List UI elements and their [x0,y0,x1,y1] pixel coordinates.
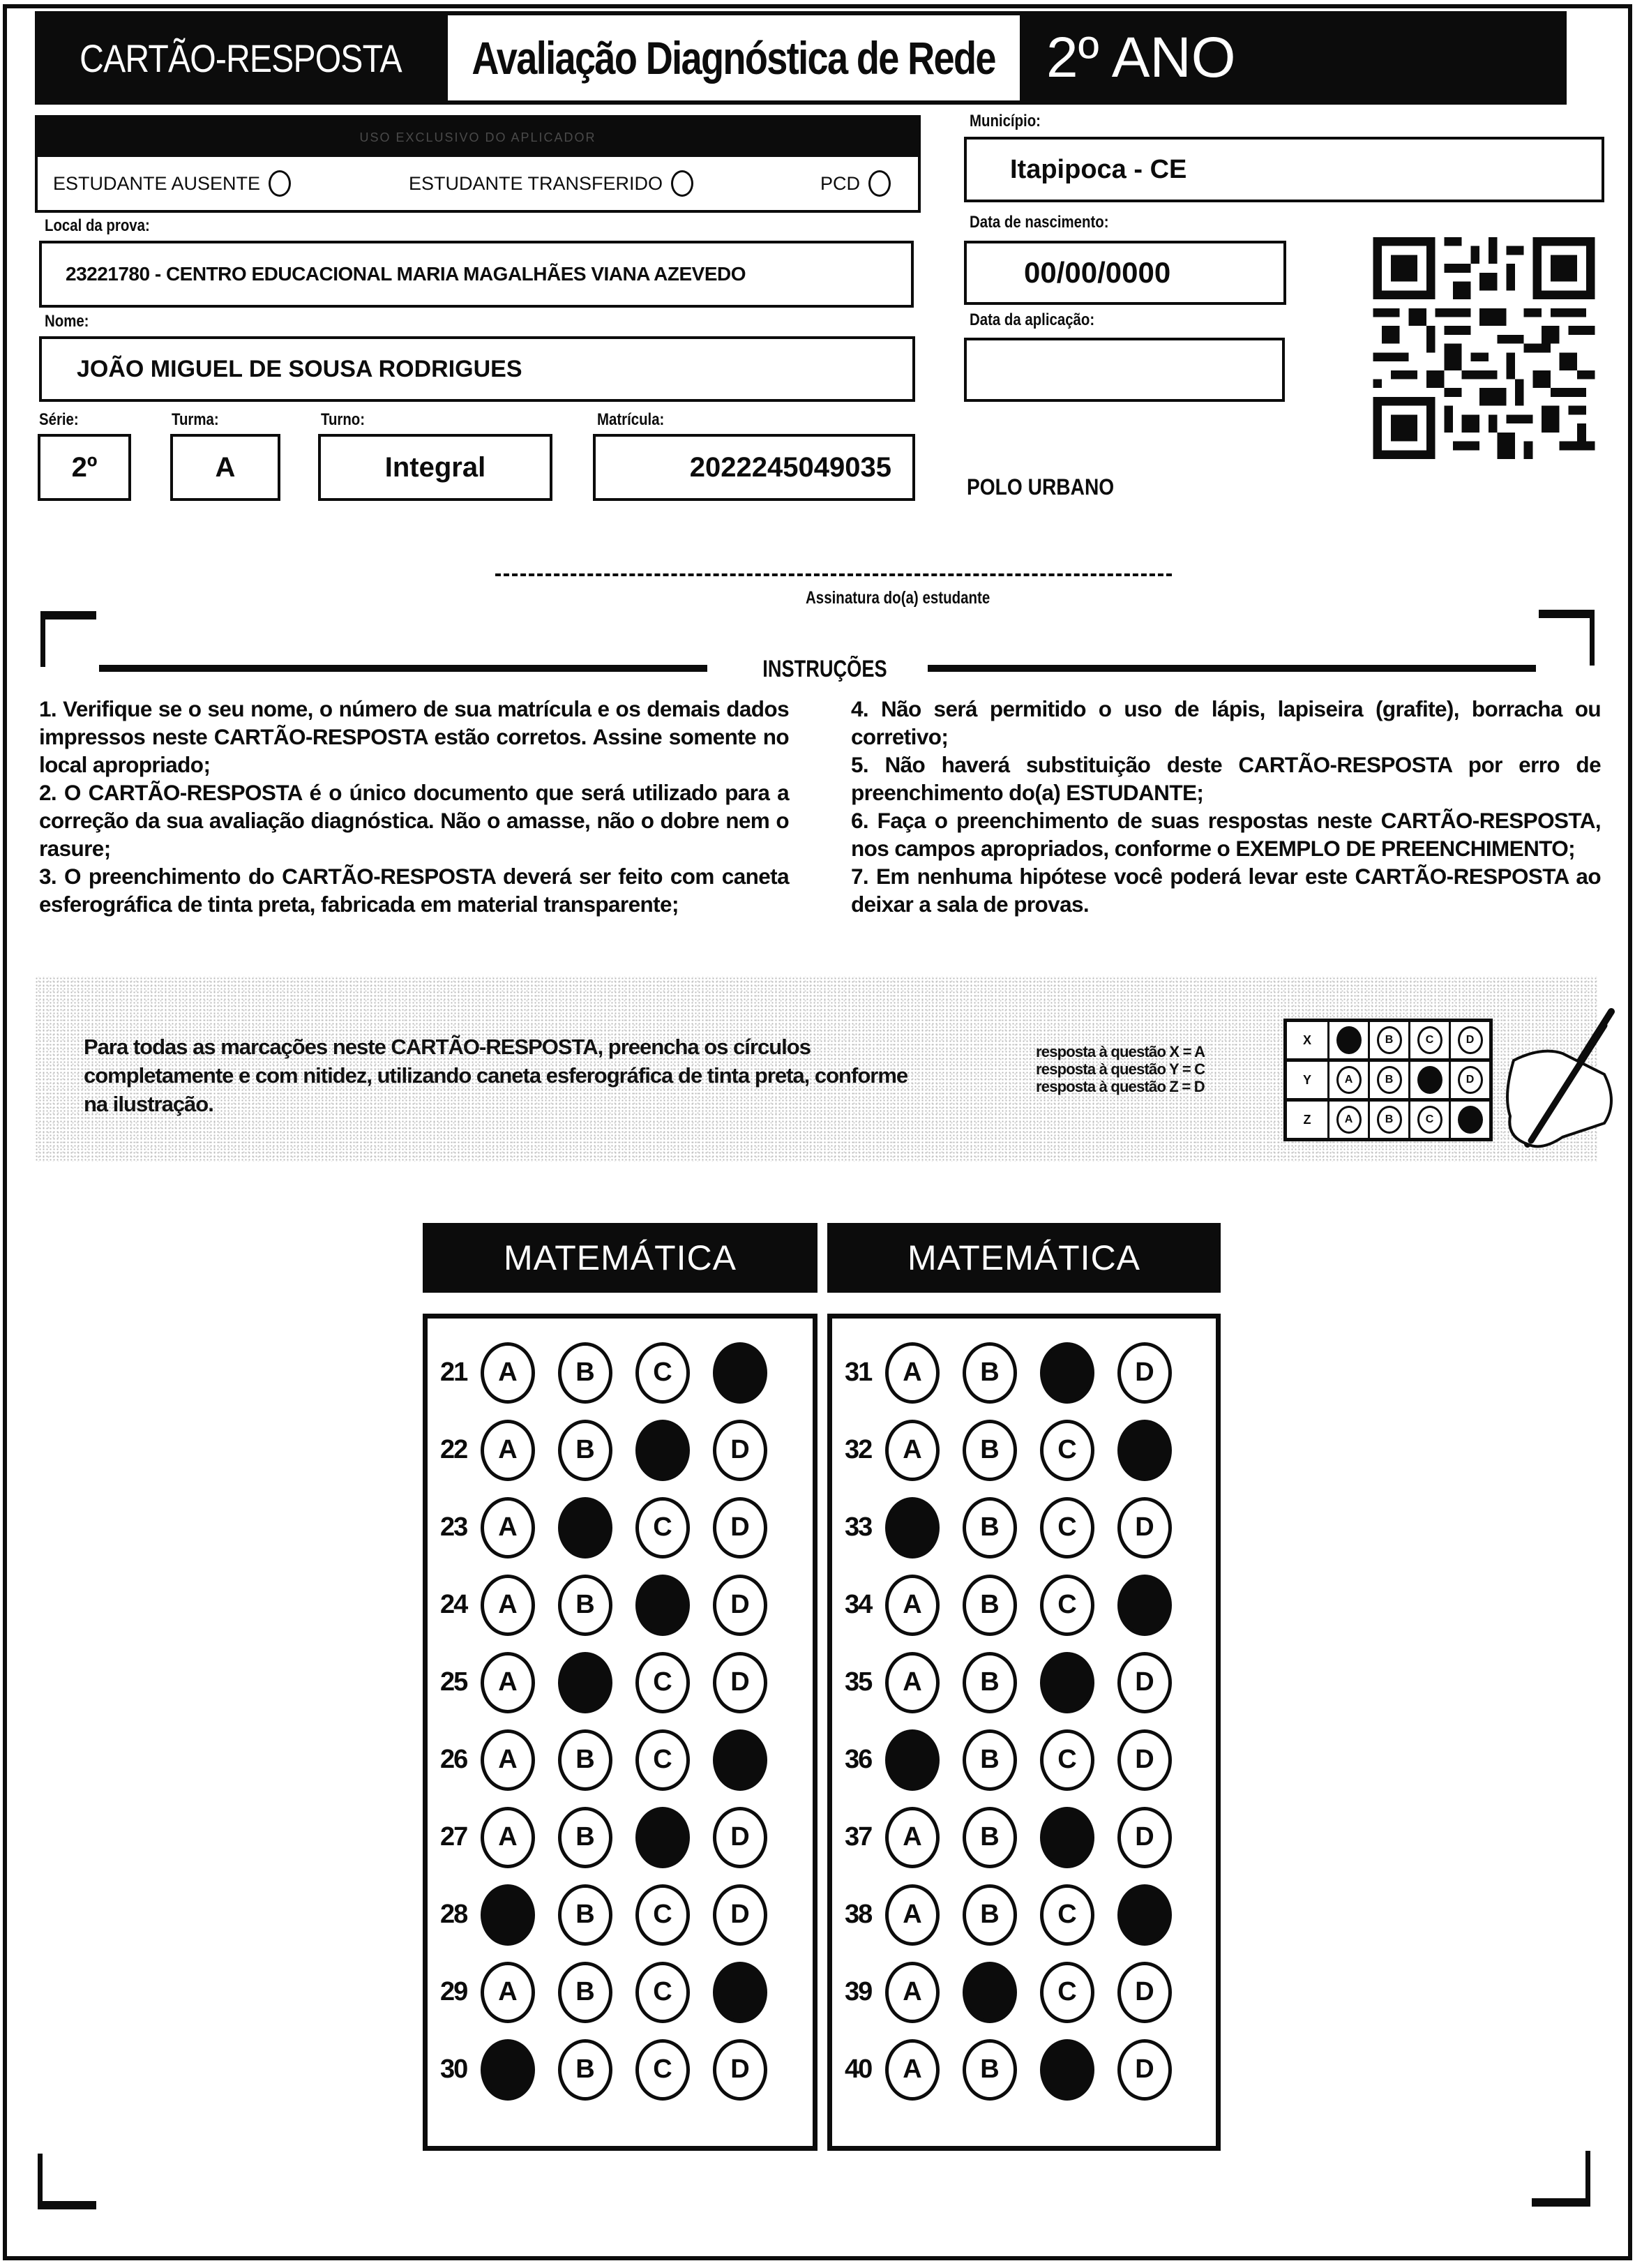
example-bubble: A [1336,1066,1362,1094]
instruction-item: 5. Não haverá substituição deste CARTÃO-RESPOSTA por erro de preenchimento do(a) ESTUDANTE; [851,752,1601,805]
question-number: 27 [440,1822,467,1852]
question-number: 34 [845,1590,872,1619]
instruction-item: 6. Faça o preenchimento de suas respostas neste CARTÃO-RESPOSTA, nos campos apropriados, conforme o EXEMPLO DE PREENCHIMENTO; [851,808,1601,861]
example-bubble: B [1377,1106,1402,1134]
answer-bubble[interactable]: C [635,2039,690,2101]
answer-bubble[interactable]: A [481,1575,535,1636]
example-bubble: A [1336,1106,1362,1134]
serie-field[interactable] [38,434,131,501]
answer-bubble-filled[interactable] [558,1652,612,1713]
instructions-title-row [0,656,1635,683]
answer-bubble[interactable]: A [481,1962,535,2023]
legend-line: resposta à questão Z = D [1036,1078,1205,1095]
answer-bubble[interactable]: D [713,1497,767,1559]
serie-label: Série: [39,410,79,429]
answer-bubble-filled[interactable] [713,1962,767,2023]
subject-header-col2 [827,1223,1221,1293]
question-number: 38 [845,1900,872,1929]
question-number: 37 [845,1822,872,1852]
question-number: 39 [845,1977,872,2006]
name-field[interactable] [39,336,915,402]
turno-label: Turno: [321,410,366,429]
answer-bubble-filled[interactable] [635,1575,690,1636]
answer-bubble[interactable]: C [1040,1420,1094,1481]
question-row [428,1411,813,1489]
example-cell [1368,1022,1408,1058]
question-row [832,2031,1216,2108]
answer-bubble[interactable]: C [1040,1729,1094,1791]
answer-bubble[interactable]: B [963,2039,1017,2101]
serie-value: 2º [71,451,98,483]
instructions-right-column [851,695,1601,918]
turno-field[interactable] [318,434,552,501]
answer-bubble[interactable]: D [1117,2039,1172,2101]
subject-header-col1 [423,1223,818,1293]
radio-transferred[interactable] [671,170,693,197]
answer-bubble[interactable]: B [963,1497,1017,1559]
applicator-only-band: USO EXCLUSIVO DO APLICADOR [38,118,918,157]
question-number: 29 [440,1977,467,2006]
answer-bubble-filled[interactable] [558,1497,612,1559]
name-label: Nome: [45,312,89,331]
answer-bubble-filled[interactable] [1040,1342,1094,1404]
turma-value: A [215,451,236,483]
answer-bubble-filled[interactable] [1040,1807,1094,1868]
question-row [832,1644,1216,1721]
turno-value: Integral [384,451,486,483]
example-cell [1327,1102,1368,1138]
answer-bubble[interactable]: C [635,1652,690,1713]
option-absent-label: ESTUDANTE AUSENTE [53,172,261,194]
birthdate-value: 00/00/0000 [1024,256,1171,289]
applicator-status-box [35,115,921,213]
answer-bubble[interactable]: D [713,1884,767,1946]
example-cell [1408,1022,1449,1058]
question-number: 30 [440,2055,467,2084]
answer-bubble-filled[interactable] [1117,1575,1172,1636]
municipio-field[interactable] [964,137,1604,202]
registration-mark-bottom-right [1532,2151,1590,2207]
answer-bubble[interactable]: C [635,1342,690,1404]
question-row [428,1566,813,1644]
example-cell [1368,1102,1408,1138]
fill-example-text: Para todas as marcações neste CARTÃO-RESPOSTA, preencha os círculos completamente e com nitidez, utilizando caneta esferográfica de tinta preta, conforme na ilustração. [84,1035,908,1116]
matricula-field[interactable] [593,434,915,501]
answer-bubble[interactable]: A [481,1342,535,1404]
answer-bubble[interactable]: B [558,2039,612,2101]
question-number: 26 [440,1745,467,1774]
question-number: 28 [440,1900,467,1929]
hand-with-pen-icon [1500,1005,1625,1158]
example-cell [1408,1102,1449,1138]
question-row [428,1798,813,1876]
instruction-item: 2. O CARTÃO-RESPOSTA é o único documento que será utilizado para a correção da sua avaliação diagnóstica. Não o amasse, não o dobre nem o rasure; [39,780,789,861]
application-date-field[interactable] [964,338,1285,402]
question-row [428,1489,813,1566]
answer-bubble[interactable]: C [635,1729,690,1791]
subject-title: MATEMÁTICA [503,1238,737,1277]
answer-bubble-filled[interactable] [481,2039,535,2101]
question-number: 31 [845,1358,872,1387]
question-number: 40 [845,2055,872,2084]
instruction-item: 4. Não será permitido o uso de lápis, lapiseira (grafite), borracha ou corretivo; [851,696,1601,749]
question-row [428,1721,813,1798]
answer-panel-col2 [827,1314,1221,2151]
answer-bubble[interactable]: A [481,1652,535,1713]
turma-label: Turma: [172,410,219,429]
application-date-label: Data da aplicação: [970,310,1095,329]
answer-bubble[interactable]: C [635,1497,690,1559]
example-bubble: B [1377,1066,1402,1094]
question-row [832,1566,1216,1644]
answer-bubble[interactable]: B [558,1729,612,1791]
question-number: 22 [440,1435,467,1464]
question-number: 36 [845,1745,872,1774]
answer-bubble[interactable]: D [1117,1729,1172,1791]
answer-bubble-filled[interactable] [635,1420,690,1481]
birthdate-field[interactable] [964,241,1286,305]
answer-bubble[interactable]: D [713,1420,767,1481]
radio-pcd[interactable] [868,170,891,197]
matricula-label: Matrícula: [597,410,665,429]
option-transferred[interactable] [409,170,820,197]
answer-bubble[interactable]: D [713,2039,767,2101]
example-cell [1449,1022,1489,1058]
question-row [832,1876,1216,1953]
answer-bubble-filled[interactable] [481,1884,535,1946]
answer-bubble[interactable]: A [885,1807,940,1868]
answer-bubble[interactable]: A [481,1497,535,1559]
example-cell [1327,1062,1368,1098]
answer-bubble[interactable]: A [885,1575,940,1636]
question-row [832,1953,1216,2031]
answer-bubble[interactable]: D [1117,1807,1172,1868]
example-question-label: Z [1287,1102,1327,1138]
answer-bubble[interactable]: B [558,1575,612,1636]
signature-label-row [0,588,1635,608]
question-row [832,1489,1216,1566]
answer-bubble-filled[interactable] [635,1807,690,1868]
answer-bubble-filled[interactable] [1040,1652,1094,1713]
answer-bubble[interactable]: B [963,1342,1017,1404]
answer-bubble[interactable]: B [963,1575,1017,1636]
municipio-label: Município: [970,112,1041,130]
answer-bubble[interactable]: B [558,1420,612,1481]
answer-bubble[interactable]: B [558,1884,612,1946]
radio-absent[interactable] [269,170,291,197]
answer-bubble-filled[interactable] [713,1729,767,1791]
polo-label: POLO URBANO [967,474,1115,500]
question-number: 23 [440,1512,467,1542]
fill-example-grid [1283,1019,1493,1141]
answer-bubble-filled[interactable] [713,1342,767,1404]
example-row [1287,1058,1489,1098]
answer-bubble[interactable]: B [963,1729,1017,1791]
question-row [428,1953,813,2031]
matricula-value: 2022245049035 [689,451,891,483]
example-cell [1449,1102,1489,1138]
answer-bubble[interactable]: A [885,1652,940,1713]
answer-bubble[interactable]: D [713,1575,767,1636]
answer-bubble[interactable]: A [481,1420,535,1481]
answer-bubble[interactable]: B [963,1652,1017,1713]
answer-panel-col1 [423,1314,818,2151]
municipio-value: Itapipoca - CE [1010,154,1187,184]
question-row [428,2031,813,2108]
example-bubble: B [1377,1026,1402,1054]
qr-code-icon [1371,237,1597,459]
answer-bubble[interactable]: D [1117,1652,1172,1713]
grade-label: 2º ANO [1046,26,1236,89]
instruction-item: 1. Verifique se o seu nome, o número de sua matrícula e os demais dados impressos neste CARTÃO-RESPOSTA estão corretos. Assine somente no local apropriado; [39,696,789,777]
example-bubble-filled [1417,1066,1442,1094]
answer-bubble[interactable]: A [885,1962,940,2023]
answer-bubble[interactable]: D [713,1652,767,1713]
answer-bubble[interactable]: B [558,1342,612,1404]
example-cell [1408,1062,1449,1098]
question-row [428,1644,813,1721]
answer-bubble[interactable]: C [1040,1575,1094,1636]
local-prova-field[interactable] [39,241,914,308]
instructions-left-column [39,695,789,918]
answer-bubble-filled[interactable] [1117,1420,1172,1481]
legend-line: resposta à questão Y = C [1036,1060,1205,1078]
answer-bubble-filled[interactable] [885,1497,940,1559]
signature-line[interactable] [495,573,1172,576]
answer-bubble[interactable]: B [963,1807,1017,1868]
answer-bubble[interactable]: B [963,1420,1017,1481]
example-cell [1327,1022,1368,1058]
example-bubble-filled [1336,1026,1362,1054]
option-transferred-label: ESTUDANTE TRANSFERIDO [409,172,663,194]
answer-bubble[interactable]: C [1040,1962,1094,2023]
name-value: JOÃO MIGUEL DE SOUSA RODRIGUES [77,355,522,382]
answer-bubble[interactable]: D [713,1807,767,1868]
answer-bubble[interactable]: A [885,1420,940,1481]
question-number: 35 [845,1667,872,1697]
answer-bubble-filled[interactable] [1117,1884,1172,1946]
example-bubble: D [1458,1026,1483,1054]
answer-bubble[interactable]: C [635,1962,690,2023]
answer-bubble[interactable]: A [885,1342,940,1404]
question-row [832,1334,1216,1411]
legend-line: resposta à questão X = A [1036,1043,1205,1060]
example-question-label: Y [1287,1062,1327,1098]
question-number: 25 [440,1667,467,1697]
question-row [832,1721,1216,1798]
question-number: 24 [440,1590,467,1619]
subject-title: MATEMÁTICA [907,1238,1141,1277]
local-prova-value: 23221780 - CENTRO EDUCACIONAL MARIA MAGALHÃES VIANA AZEVEDO [66,263,746,285]
turma-field[interactable] [170,434,280,501]
answer-bubble[interactable]: B [558,1962,612,2023]
answer-bubble[interactable]: C [1040,1497,1094,1559]
answer-bubble[interactable]: A [885,1884,940,1946]
instruction-item: 7. Em nenhuma hipótese você poderá levar este CARTÃO-RESPOSTA ao deixar a sala de provas. [851,864,1601,917]
card-label: CARTÃO-RESPOSTA [80,36,402,80]
example-bubble: C [1417,1106,1442,1134]
example-cell [1449,1062,1489,1098]
answer-bubble-filled[interactable] [1040,2039,1094,2101]
option-pcd[interactable] [820,170,891,197]
option-pcd-label: PCD [820,172,861,194]
answer-bubble[interactable]: D [1117,1962,1172,2023]
instruction-item: 3. O preenchimento do CARTÃO-RESPOSTA deverá ser feito com caneta esferográfica de tinta preta, fabricada em material transparente; [39,864,789,917]
example-cell [1368,1062,1408,1098]
answer-bubble[interactable]: D [1117,1497,1172,1559]
example-row [1287,1098,1489,1138]
question-number: 33 [845,1512,872,1542]
signature-label: Assinatura do(a) estudante [805,588,990,608]
answer-bubble-filled[interactable] [963,1962,1017,2023]
answer-bubble[interactable]: C [1040,1884,1094,1946]
exam-title-box [448,15,1020,100]
example-bubble: C [1417,1026,1442,1054]
local-prova-label: Local da prova: [45,216,150,235]
answer-bubble[interactable]: B [558,1807,612,1868]
answer-bubble[interactable]: A [481,1807,535,1868]
answer-bubble[interactable]: A [481,1729,535,1791]
registration-mark-bottom-left [38,2154,96,2209]
header-band [35,11,1567,105]
fill-example-legend [1036,1043,1205,1095]
question-number: 32 [845,1435,872,1464]
answer-bubble-filled[interactable] [885,1729,940,1791]
question-number: 21 [440,1358,467,1387]
question-row [428,1876,813,1953]
question-row [832,1798,1216,1876]
birthdate-label: Data de nascimento: [970,213,1109,232]
option-absent[interactable] [53,170,409,197]
example-question-label: X [1287,1022,1327,1058]
instructions-title: INSTRUÇÕES [762,656,887,682]
example-bubble: D [1458,1066,1483,1094]
answer-bubble[interactable]: C [635,1884,690,1946]
exam-title: Avaliação Diagnóstica de Rede [472,32,996,84]
answer-bubble[interactable]: D [1117,1342,1172,1404]
example-row [1287,1022,1489,1058]
answer-bubble[interactable]: B [963,1884,1017,1946]
question-row [832,1411,1216,1489]
answer-bubble[interactable]: A [885,2039,940,2101]
question-row [428,1334,813,1411]
example-bubble-filled [1458,1106,1483,1134]
fill-example-panel [35,977,1597,1162]
